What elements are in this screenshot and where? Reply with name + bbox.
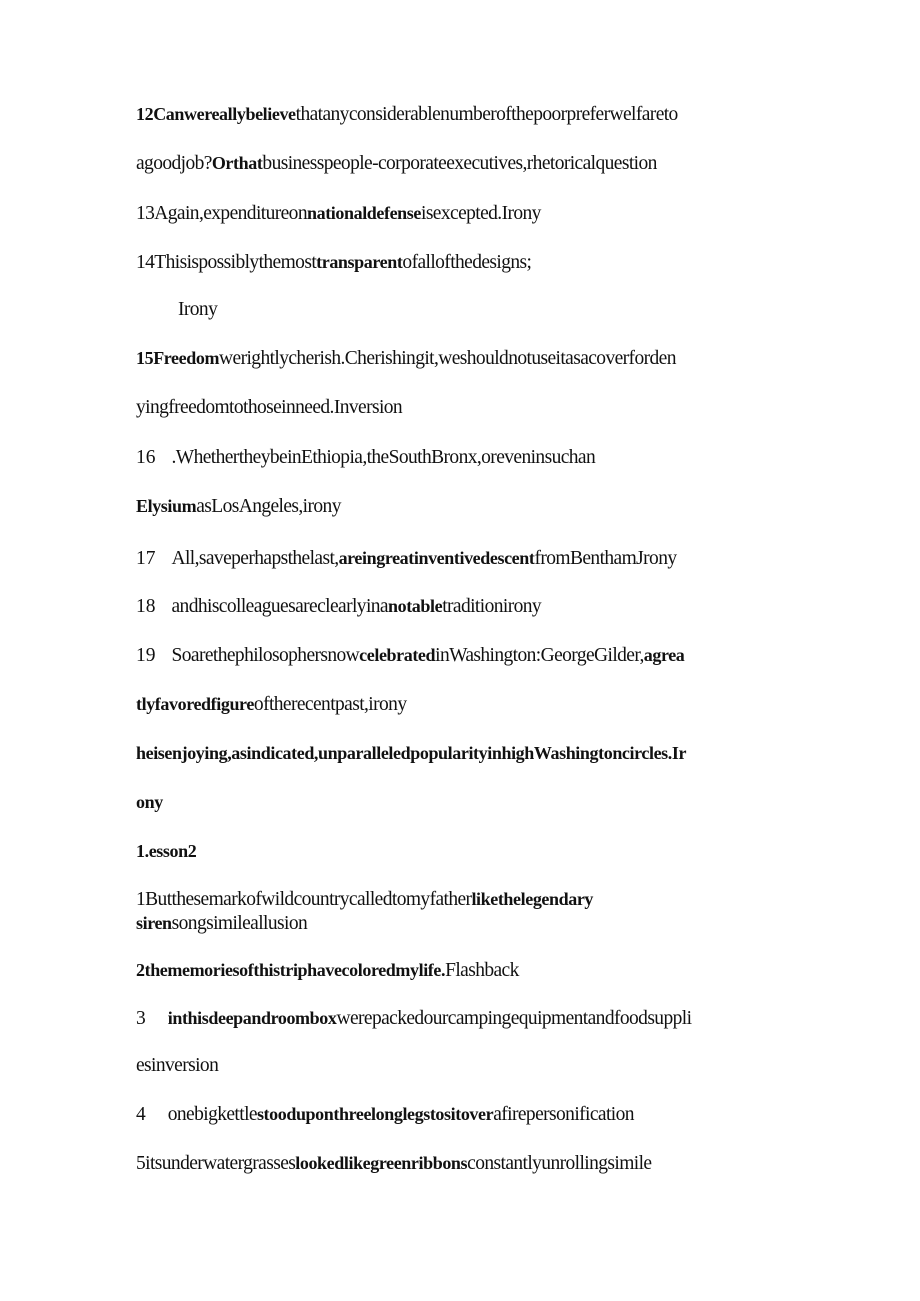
text: All,saveperhapsthelast, (171, 548, 339, 569)
text: isexcepted.Irony (421, 203, 541, 224)
section-heading (136, 839, 196, 864)
text: 13Again,expenditureon (136, 203, 307, 224)
text: esinversion (136, 1055, 219, 1076)
text-line (136, 102, 678, 127)
text-line (136, 1102, 634, 1127)
text-line (136, 201, 541, 226)
bold-text: notable (387, 596, 443, 616)
text: Soarethephilosophersnow (171, 645, 360, 666)
item-number: 17 (136, 548, 156, 569)
bold-text: tlyfavoredfigure (136, 694, 254, 714)
bold-text: celebrated (359, 645, 436, 665)
text: songsimileallusion (171, 913, 308, 934)
bold-text: heisenjoying,asindicated,unparalleledpopularityinhighWashingtoncircles.Ir (136, 743, 687, 763)
bold-text: stooduponthreelonglegstositover (256, 1104, 494, 1124)
bold-text: likethelegendary (471, 889, 594, 909)
text: constantlyunrollingsimile (467, 1153, 652, 1174)
item-number: 4 (136, 1104, 146, 1125)
text-line (136, 250, 531, 275)
text: 5itsunderwatergrasses (136, 1153, 296, 1174)
bold-text: 2thememoriesofthistriphavecoloredmylife. (136, 960, 446, 980)
item-number: 18 (136, 596, 156, 617)
text: ofallofthedesigns; (402, 252, 532, 273)
text: afirepersonification (493, 1104, 634, 1125)
bold-text: transparent (316, 252, 403, 272)
bold-text: lookedlikegreenribbons (295, 1153, 468, 1173)
text-line (136, 741, 686, 766)
text: Irony (178, 299, 218, 320)
item-number: 3 (136, 1008, 146, 1029)
text: traditionirony (442, 596, 542, 617)
text: inWashington:GeorgeGilder, (435, 645, 644, 666)
text-line (136, 1151, 651, 1176)
bold-text: 1.esson2 (136, 841, 197, 861)
item-number: 19 (136, 645, 156, 666)
bold-text: siren (136, 913, 172, 933)
text-line (136, 396, 402, 420)
text-line (136, 1054, 218, 1078)
bold-text: agrea (643, 645, 685, 665)
text: yingfreedomtothoseinneed.Inversion (136, 397, 403, 418)
text-line (136, 911, 307, 936)
bold-text: nationaldefense (306, 203, 421, 223)
text: onebigkettle (167, 1104, 257, 1125)
text-line (136, 446, 595, 470)
text-line (136, 958, 519, 983)
text-line (136, 494, 341, 519)
text: fromBenthamJrony (534, 548, 677, 569)
item-number: 16 (136, 447, 156, 468)
text-line (136, 346, 676, 371)
text: andhiscolleaguesareclearlyina (171, 596, 388, 617)
text: thatanyconsiderablenumberofthepoorpreferwelfareto (295, 104, 678, 125)
text: werepackedourcampingequipmentandfoodsuppli (336, 1008, 692, 1029)
text-line (136, 594, 541, 619)
text: oftherecentpast,irony (253, 694, 407, 715)
text-line (136, 1006, 691, 1031)
bold-text: 15Freedom (136, 348, 220, 368)
text: .WhethertheybeinEthiopia,theSouthBronx,oreveninsuchan (171, 447, 596, 468)
bold-text: inthisdeepandroombox (167, 1008, 337, 1028)
text: werightlycherish.Cherishingit,weshouldnotuseitasacoverforden (219, 348, 676, 369)
bold-text: Elysium (136, 496, 197, 516)
text: Flashback (445, 960, 519, 981)
text-line (136, 643, 684, 668)
text-line (178, 298, 217, 322)
text-line (136, 546, 677, 571)
text-line (136, 692, 406, 717)
text: 14Thisispossiblythemost (136, 252, 317, 273)
text-line (136, 790, 163, 815)
text: agoodjob? (136, 153, 212, 174)
bold-text: Orthat (211, 153, 263, 173)
text: businesspeople-corporateexecutives,rhetoricalquestion (262, 153, 657, 174)
text-line (136, 151, 657, 176)
bold-text: ony (136, 792, 163, 812)
text: 1Butthesemarkofwildcountrycalledtomyfather (136, 889, 472, 910)
text: asLosAngeles,irony (196, 496, 341, 517)
text-line (136, 887, 593, 912)
bold-text: 12Canwereallybelieve (136, 104, 296, 124)
bold-text: areingreatinventivedescent (338, 548, 535, 568)
